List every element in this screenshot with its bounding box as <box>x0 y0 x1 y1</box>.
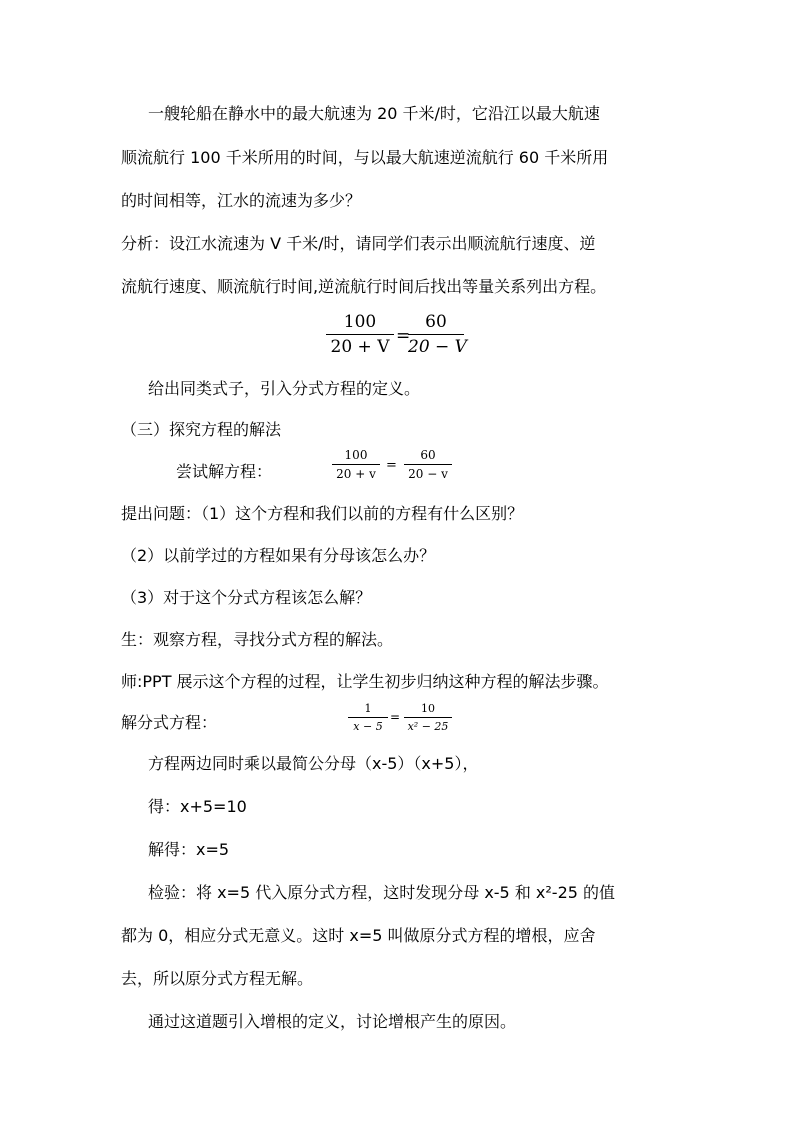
question-1: 提出问题：（1）这个方程和我们以前的方程有什么区别？ <box>121 504 524 523</box>
fraction-bar <box>348 717 388 718</box>
check-line-2: 都为 0，相应分式无意义。这时 x=5 叫做原分式方程的增根，应舍 <box>121 926 596 945</box>
fraction-bar <box>332 464 380 465</box>
numerator: 60 <box>425 312 447 332</box>
denominator: x² − 25 <box>407 720 449 733</box>
student-line: 生：观察方程，寻找分式方程的解法。 <box>121 630 394 649</box>
denominator: 20 − V <box>408 337 467 357</box>
denominator: x − 5 <box>353 720 383 733</box>
numerator: 1 <box>364 702 372 715</box>
check-line-3: 去，所以原分式方程无解。 <box>121 969 314 988</box>
step-multiply: 方程两边同时乘以最简公分母（x-5）（x+5）， <box>148 754 479 773</box>
fraction-bar <box>404 717 452 718</box>
analysis-line-1: 分析：设江水流速为 V 千米/时，请同学们表示出顺流航行速度、逆 <box>121 234 596 253</box>
question-3: （3）对于这个分式方程该怎么解？ <box>121 588 372 607</box>
numerator: 100 <box>343 312 377 332</box>
fraction-left <box>332 448 380 481</box>
solve-label: 解分式方程： <box>121 713 218 732</box>
problem-line-1: 一艘轮船在静水中的最大航速为 20 千米/时，它沿江以最大航速 <box>148 104 600 123</box>
denominator: 20 + V <box>330 337 390 357</box>
step-solution: 解得：x=5 <box>148 840 230 859</box>
analysis-line-2: 流航行速度、顺流航行时间,逆流航行时间后找出等量关系列出方程。 <box>121 277 607 296</box>
section-heading: （三）探究方程的解法 <box>121 420 282 439</box>
check-line-1: 检验：将 x=5 代入原分式方程，这时发现分母 x-5 和 x²-25 的值 <box>148 883 616 902</box>
fraction-left <box>348 702 388 733</box>
numerator: 100 <box>344 448 368 462</box>
numerator: 10 <box>421 702 435 715</box>
equals-sign: = <box>396 326 411 346</box>
problem-line-3: 的时间相等，江水的流速为多少？ <box>121 191 362 210</box>
try-label: 尝试解方程： <box>176 462 273 481</box>
teacher-line: 师:PPT 展示这个方程的过程，让学生初步归纳这种方程的解法步骤。 <box>121 672 609 691</box>
fraction-bar <box>404 464 452 465</box>
conclusion: 通过这道题引入增根的定义，讨论增根产生的原因。 <box>148 1012 517 1031</box>
equals-sign: = <box>386 458 397 473</box>
question-2: （2）以前学过的方程如果有分母该怎么办？ <box>121 546 436 565</box>
fraction-right <box>404 448 452 481</box>
problem-line-2: 顺流航行 100 千米所用的时间，与以最大航速逆流航行 60 千米所用 <box>121 148 609 167</box>
fraction-right <box>404 702 452 733</box>
fraction-left <box>326 312 394 357</box>
numerator: 60 <box>420 448 436 462</box>
intro-definition: 给出同类式子，引入分式方程的定义。 <box>148 379 421 398</box>
fraction-right <box>408 312 467 357</box>
denominator: 20 + v <box>336 467 376 481</box>
denominator: 20 − v <box>408 467 448 481</box>
fraction-bar <box>408 334 464 335</box>
equals-sign: = <box>390 710 401 724</box>
step-result: 得：x+5=10 <box>148 797 247 816</box>
fraction-bar <box>326 334 394 335</box>
